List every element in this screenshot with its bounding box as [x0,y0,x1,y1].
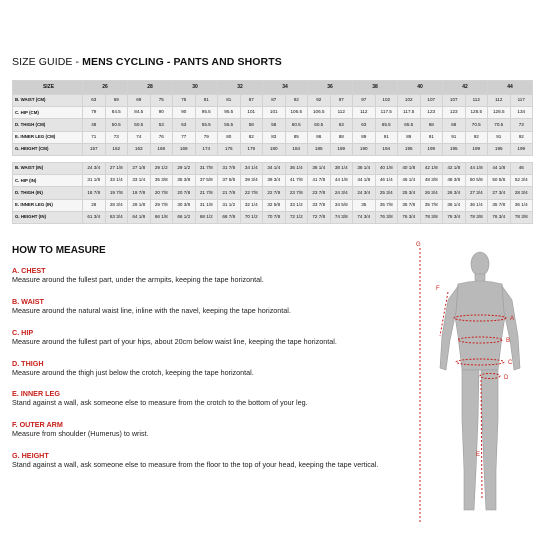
table-cell: 101 [263,107,286,119]
table-cell: 44 1/8 [353,175,376,187]
table-cell: 50.5 [128,119,151,131]
size-header-cell: 28 [128,81,173,95]
measure-key: F. OUTER ARM [12,420,63,429]
table-cell: 89 [353,131,376,143]
table-cell: 78 3/8 [420,211,443,223]
size-table [12,80,533,224]
size-header-cell: 44 [488,81,533,95]
table-cell: 23 7/8 [285,187,308,199]
table-cell: 73 [105,131,128,143]
table-cell: 63 [353,119,376,131]
table-cell: 65.5 [375,119,398,131]
measure-desc: Measure around the fullest part of your hips, about 20cm below waist line, keeping the tape horizontal. [12,337,337,347]
measure-item-outer-arm [12,420,149,439]
table-cell: 190 [353,143,376,155]
table-cell: 128.5 [465,107,488,119]
table-cell: 91 [375,131,398,143]
table-cell: 70 7/8 [263,211,286,223]
table-cell: 27 1/8 [105,162,128,174]
table-cell: 74 3/8 [330,211,353,223]
table-cell: 102 [375,95,398,107]
table-cell: 36 1/4 [443,199,466,211]
table-cell: 195 [443,143,466,155]
table-cell: 97 [330,95,353,107]
table-cell: 60.5 [308,119,331,131]
label-g: G [416,242,421,248]
table-cell: 28 3/4 [105,199,128,211]
table-cell: 25 3/4 [398,187,421,199]
table-cell: 107 [443,95,466,107]
table-cell: 76 3/8 [375,211,398,223]
table-cell: 90 [150,107,173,119]
measure-key: D. THIGH [12,359,44,368]
table-cell: 75 [150,95,173,107]
table-cell: 70.5 [465,119,488,131]
measure-item-thigh [12,359,254,378]
title-prefix: SIZE GUIDE - [12,56,83,68]
table-cell: 34 1/4 [263,162,286,174]
table-cell: 175 [218,143,241,155]
row-label: G. HEIGHT (CM) [13,143,83,155]
table-cell: 92 [285,95,308,107]
size-header-cell: 42 [443,81,488,95]
table-cell: 46 1/4 [375,175,398,187]
table-cell: 117 [510,95,533,107]
table-row [13,131,533,143]
table-cell: 36 1/4 [308,162,331,174]
table-cell: 92 [465,131,488,143]
table-cell: 34 1/4 [240,162,263,174]
label-a: A [510,316,515,322]
table-cell: 24 3/4 [83,162,106,174]
table-cell: 123 [443,107,466,119]
table-cell: 83 [263,131,286,143]
table-cell: 55.5 [195,119,218,131]
table-cell: 157 [83,143,106,155]
table-cell: 40 1/8 [398,162,421,174]
table-cell: 68 1/2 [195,211,218,223]
table-cell: 88 [330,131,353,143]
measure-key: B. WAIST [12,297,44,306]
table-cell: 71 [83,131,106,143]
table-cell: 70.5 [488,119,511,131]
label-b: B [506,338,511,344]
table-cell: 81 [195,95,218,107]
measure-key: C. HIP [12,328,34,337]
label-e: E [476,452,481,458]
table-cell: 81 [218,95,241,107]
table-cell: 174 [195,143,218,155]
table-cell: 48 3/8 [443,175,466,187]
table-cell: 27 1/8 [128,162,151,174]
table-cell: 76 3/4 [398,211,421,223]
table-cell: 70 1/2 [240,211,263,223]
table-cell: 92 [510,131,533,143]
table-cell: 185 [308,143,331,155]
table-cell: 29 1/2 [150,162,173,174]
table-cell: 112 [353,107,376,119]
table-row [13,95,533,107]
table-cell: 58 [263,119,286,131]
table-cell: 66 1/8 [150,211,173,223]
table-cell: 35 7/8 [398,199,421,211]
table-cell: 28 [83,199,106,211]
table-cell: 37 5/8 [195,175,218,187]
table-cell: 78 3/8 [510,211,533,223]
table-cell: 31 1/8 [195,199,218,211]
table-cell: 112 [330,107,353,119]
table-cell: 69 [128,95,151,107]
table-cell: 32 1/4 [240,199,263,211]
table-cell: 112 [488,95,511,107]
table-cell: 38 1/4 [353,162,376,174]
measure-desc: Measure around the fullest part, under the armpits, keeping the tape horizontal. [12,275,264,285]
table-cell: 48 [83,119,106,131]
table-spacer-row [13,155,533,162]
table-cell: 31 1/8 [83,175,106,187]
table-cell: 31 1/2 [218,199,241,211]
table-cell: 20 7/8 [150,187,173,199]
row-label: D. THIGH (CM) [13,119,83,131]
table-cell: 74 [128,131,151,143]
table-cell: 101 [240,107,263,119]
table-cell: 68 7/8 [218,211,241,223]
table-cell: 44 1/8 [330,175,353,187]
measure-key: G. HEIGHT [12,451,49,460]
table-cell: 42 1/8 [420,162,443,174]
size-header-cell: 26 [83,81,128,95]
table-cell: 60.5 [285,119,308,131]
table-cell: 84.5 [105,107,128,119]
table-cell: 168 [150,143,173,155]
table-cell: 53 [173,119,196,131]
table-cell: 44 1/8 [488,162,511,174]
table-cell: 87 [240,95,263,107]
table-cell: 162 [105,143,128,155]
table-cell: 58 [240,119,263,131]
row-label: C. HIP (IN) [13,175,83,187]
row-label: D. THIGH (IN) [13,187,83,199]
table-row [13,199,533,211]
table-cell: 79 [195,131,218,143]
table-cell: 36 1/4 [510,199,533,211]
table-cell: 68 [420,119,443,131]
table-cell: 89 [398,131,421,143]
label-d: D [504,375,509,381]
table-cell: 61 3/4 [83,211,106,223]
table-cell: 95.5 [195,107,218,119]
table-spacer-cell [13,155,533,162]
table-cell: 23 7/8 [308,187,331,199]
measure-item-chest [12,266,264,285]
table-cell: 19 7/8 [128,187,151,199]
table-cell: 72 7/8 [308,211,331,223]
table-row [13,187,533,199]
table-cell: 117.5 [375,107,398,119]
table-cell: 26 3/4 [420,187,443,199]
table-cell: 117.5 [398,107,421,119]
top-blank-band [0,0,540,44]
table-cell: 35 7/8 [420,199,443,211]
table-cell: 169 [173,143,196,155]
table-cell: 48 3/8 [420,175,443,187]
size-header-row [13,81,533,95]
table-cell: 30 3/8 [173,199,196,211]
table-cell: 33 7/8 [308,199,331,211]
table-cell: 63 [83,95,106,107]
table-cell: 52 3/4 [510,175,533,187]
table-cell: 39 3/4 [240,175,263,187]
table-row [13,211,533,223]
measure-item-waist [12,297,291,316]
table-cell: 92 [308,95,331,107]
table-cell: 79 [83,107,106,119]
row-label: G. HEIGHT (IN) [13,211,83,223]
table-cell: 27 3/4 [465,187,488,199]
measure-item-height [12,451,378,470]
table-cell: 76 3/4 [443,211,466,223]
measure-desc: Stand against a wall, ask someone else to measure from the floor to the top of your head, keeping the tape vertical. [12,460,379,470]
table-row [13,175,533,187]
table-cell: 38 1/4 [330,162,353,174]
table-cell: 46 [510,162,533,174]
size-header-cell: 36 [308,81,353,95]
table-cell: 189 [330,143,353,155]
table-cell: 24 3/4 [353,187,376,199]
page-title [12,56,282,68]
table-cell: 123 [420,107,443,119]
table-cell: 76 [150,131,173,143]
table-cell: 80 [218,131,241,143]
table-cell: 20 7/8 [173,187,196,199]
table-cell: 36 1/4 [285,162,308,174]
table-cell: 73 [510,119,533,131]
table-cell: 64 1/8 [128,211,151,223]
table-cell: 63 3/4 [105,211,128,223]
table-cell: 107 [420,95,443,107]
table-cell: 163 [128,143,151,155]
table-cell: 40 1/8 [375,162,398,174]
table-cell: 26 3/4 [443,187,466,199]
table-cell: 28 3/4 [510,187,533,199]
table-cell: 66 1/2 [173,211,196,223]
size-header-cell: 34 [263,81,308,95]
table-cell: 37 5/8 [218,175,241,187]
table-cell: 24 3/4 [330,187,353,199]
table-cell: 53 [150,119,173,131]
table-cell: 50 5/8 [465,175,488,187]
table-cell: 74 3/4 [353,211,376,223]
table-cell: 25 3/4 [375,187,398,199]
table-cell: 112 [465,95,488,107]
table-cell: 32 5/8 [263,199,286,211]
body-measurement-figure [412,240,534,532]
table-cell: 85 [285,131,308,143]
table-cell: 44 1/8 [465,162,488,174]
table-cell: 33 1/2 [285,199,308,211]
measure-item-hip [12,328,337,347]
table-row [13,143,533,155]
table-cell: 195 [398,143,421,155]
table-cell: 35 [353,199,376,211]
table-cell: 68 [443,119,466,131]
table-cell: 31 7/8 [195,162,218,174]
table-cell: 84.5 [128,107,151,119]
table-cell: 36 1/4 [465,199,488,211]
table-cell: 65.5 [398,119,421,131]
table-cell: 33 1/4 [128,175,151,187]
table-cell: 21 7/8 [218,187,241,199]
table-cell: 102 [398,95,421,107]
table-cell: 199 [420,143,443,155]
measure-desc: Stand against a wall, ask someone else to measure from the crotch to the bottom of your leg. [12,398,308,408]
table-cell: 199 [465,143,488,155]
table-cell: 75 [173,95,196,107]
table-cell: 72 1/2 [285,211,308,223]
table-cell: 19 7/8 [105,187,128,199]
measure-desc: Measure from shoulder (Humerus) to wrist. [12,429,149,439]
table-cell: 195 [488,143,511,155]
table-cell: 42 1/8 [443,162,466,174]
label-c: C [508,360,513,366]
table-cell: 55.5 [218,119,241,131]
row-label: E. INNER LEG (IN) [13,199,83,211]
measure-desc: Measure around the thigh just below the crotch, keeping the tape horizontal. [12,368,254,378]
table-cell: 91 [443,131,466,143]
table-cell: 33 1/4 [105,175,128,187]
measure-key: E. INNER LEG [12,389,60,398]
table-cell: 97 [353,95,376,107]
table-cell: 180 [263,143,286,155]
row-label: B. WAIST (IN) [13,162,83,174]
table-cell: 35 7/8 [488,199,511,211]
table-cell: 194 [375,143,398,155]
table-cell: 87 [263,95,286,107]
table-cell: 35 7/8 [375,199,398,211]
row-label: B. WAIST (CM) [13,95,83,107]
size-header-cell: 32 [218,81,263,95]
table-cell: 50.5 [105,119,128,131]
table-cell: 90 [173,107,196,119]
table-cell: 29 1/8 [128,199,151,211]
table-cell: 41 7/8 [308,175,331,187]
table-cell: 91 [420,131,443,143]
table-cell: 21 7/8 [195,187,218,199]
size-header-cell: 40 [398,81,443,95]
mannequin-silhouette [440,252,520,510]
table-cell: 106.5 [285,107,308,119]
table-row [13,119,533,131]
table-cell: 41 7/8 [285,175,308,187]
table-cell: 50 5/8 [488,175,511,187]
figure-svg [412,240,534,532]
table-cell: 39 3/4 [263,175,286,187]
table-cell: 35 3/8 [150,175,173,187]
table-cell: 134 [510,107,533,119]
table-cell: 82 [240,131,263,143]
row-label: E. INNER LEG (CM) [13,131,83,143]
table-row [13,162,533,174]
measure-item-inner-leg [12,389,308,408]
table-cell: 184 [285,143,308,155]
size-header-cell: 30 [173,81,218,95]
table-cell: 78 3/8 [465,211,488,223]
table-row [13,107,533,119]
table-cell: 76 3/4 [488,211,511,223]
table-cell: 29 1/2 [173,162,196,174]
table-cell: 69 [105,95,128,107]
size-header-cell: 38 [353,81,398,95]
table-cell: 27 3/4 [488,187,511,199]
table-cell: 86 [308,131,331,143]
title-main: MENS CYCLING - PANTS AND SHORTS [82,56,282,68]
table-cell: 22 7/8 [240,187,263,199]
measure-key: A. CHEST [12,266,46,275]
table-cell: 18 7/8 [83,187,106,199]
table-cell: 199 [510,143,533,155]
table-cell: 22 7/8 [263,187,286,199]
table-cell: 35 3/8 [173,175,196,187]
size-header-label: SIZE [13,81,83,95]
label-f: F [436,286,440,292]
measure-desc: Measure around the natural waist line, inline with the navel, keeping the tape horizontal. [12,306,291,316]
table-cell: 91 [488,131,511,143]
how-to-measure-heading: HOW TO MEASURE [12,245,106,256]
table-cell: 63 [330,119,353,131]
table-cell: 31 7/8 [218,162,241,174]
table-cell: 128.5 [488,107,511,119]
row-label: C. HIP (CM) [13,107,83,119]
table-cell: 179 [240,143,263,155]
table-cell: 46 1/4 [398,175,421,187]
table-cell: 34 5/8 [330,199,353,211]
table-cell: 95.5 [218,107,241,119]
table-cell: 106.5 [308,107,331,119]
table-cell: 77 [173,131,196,143]
table-cell: 29 7/8 [150,199,173,211]
